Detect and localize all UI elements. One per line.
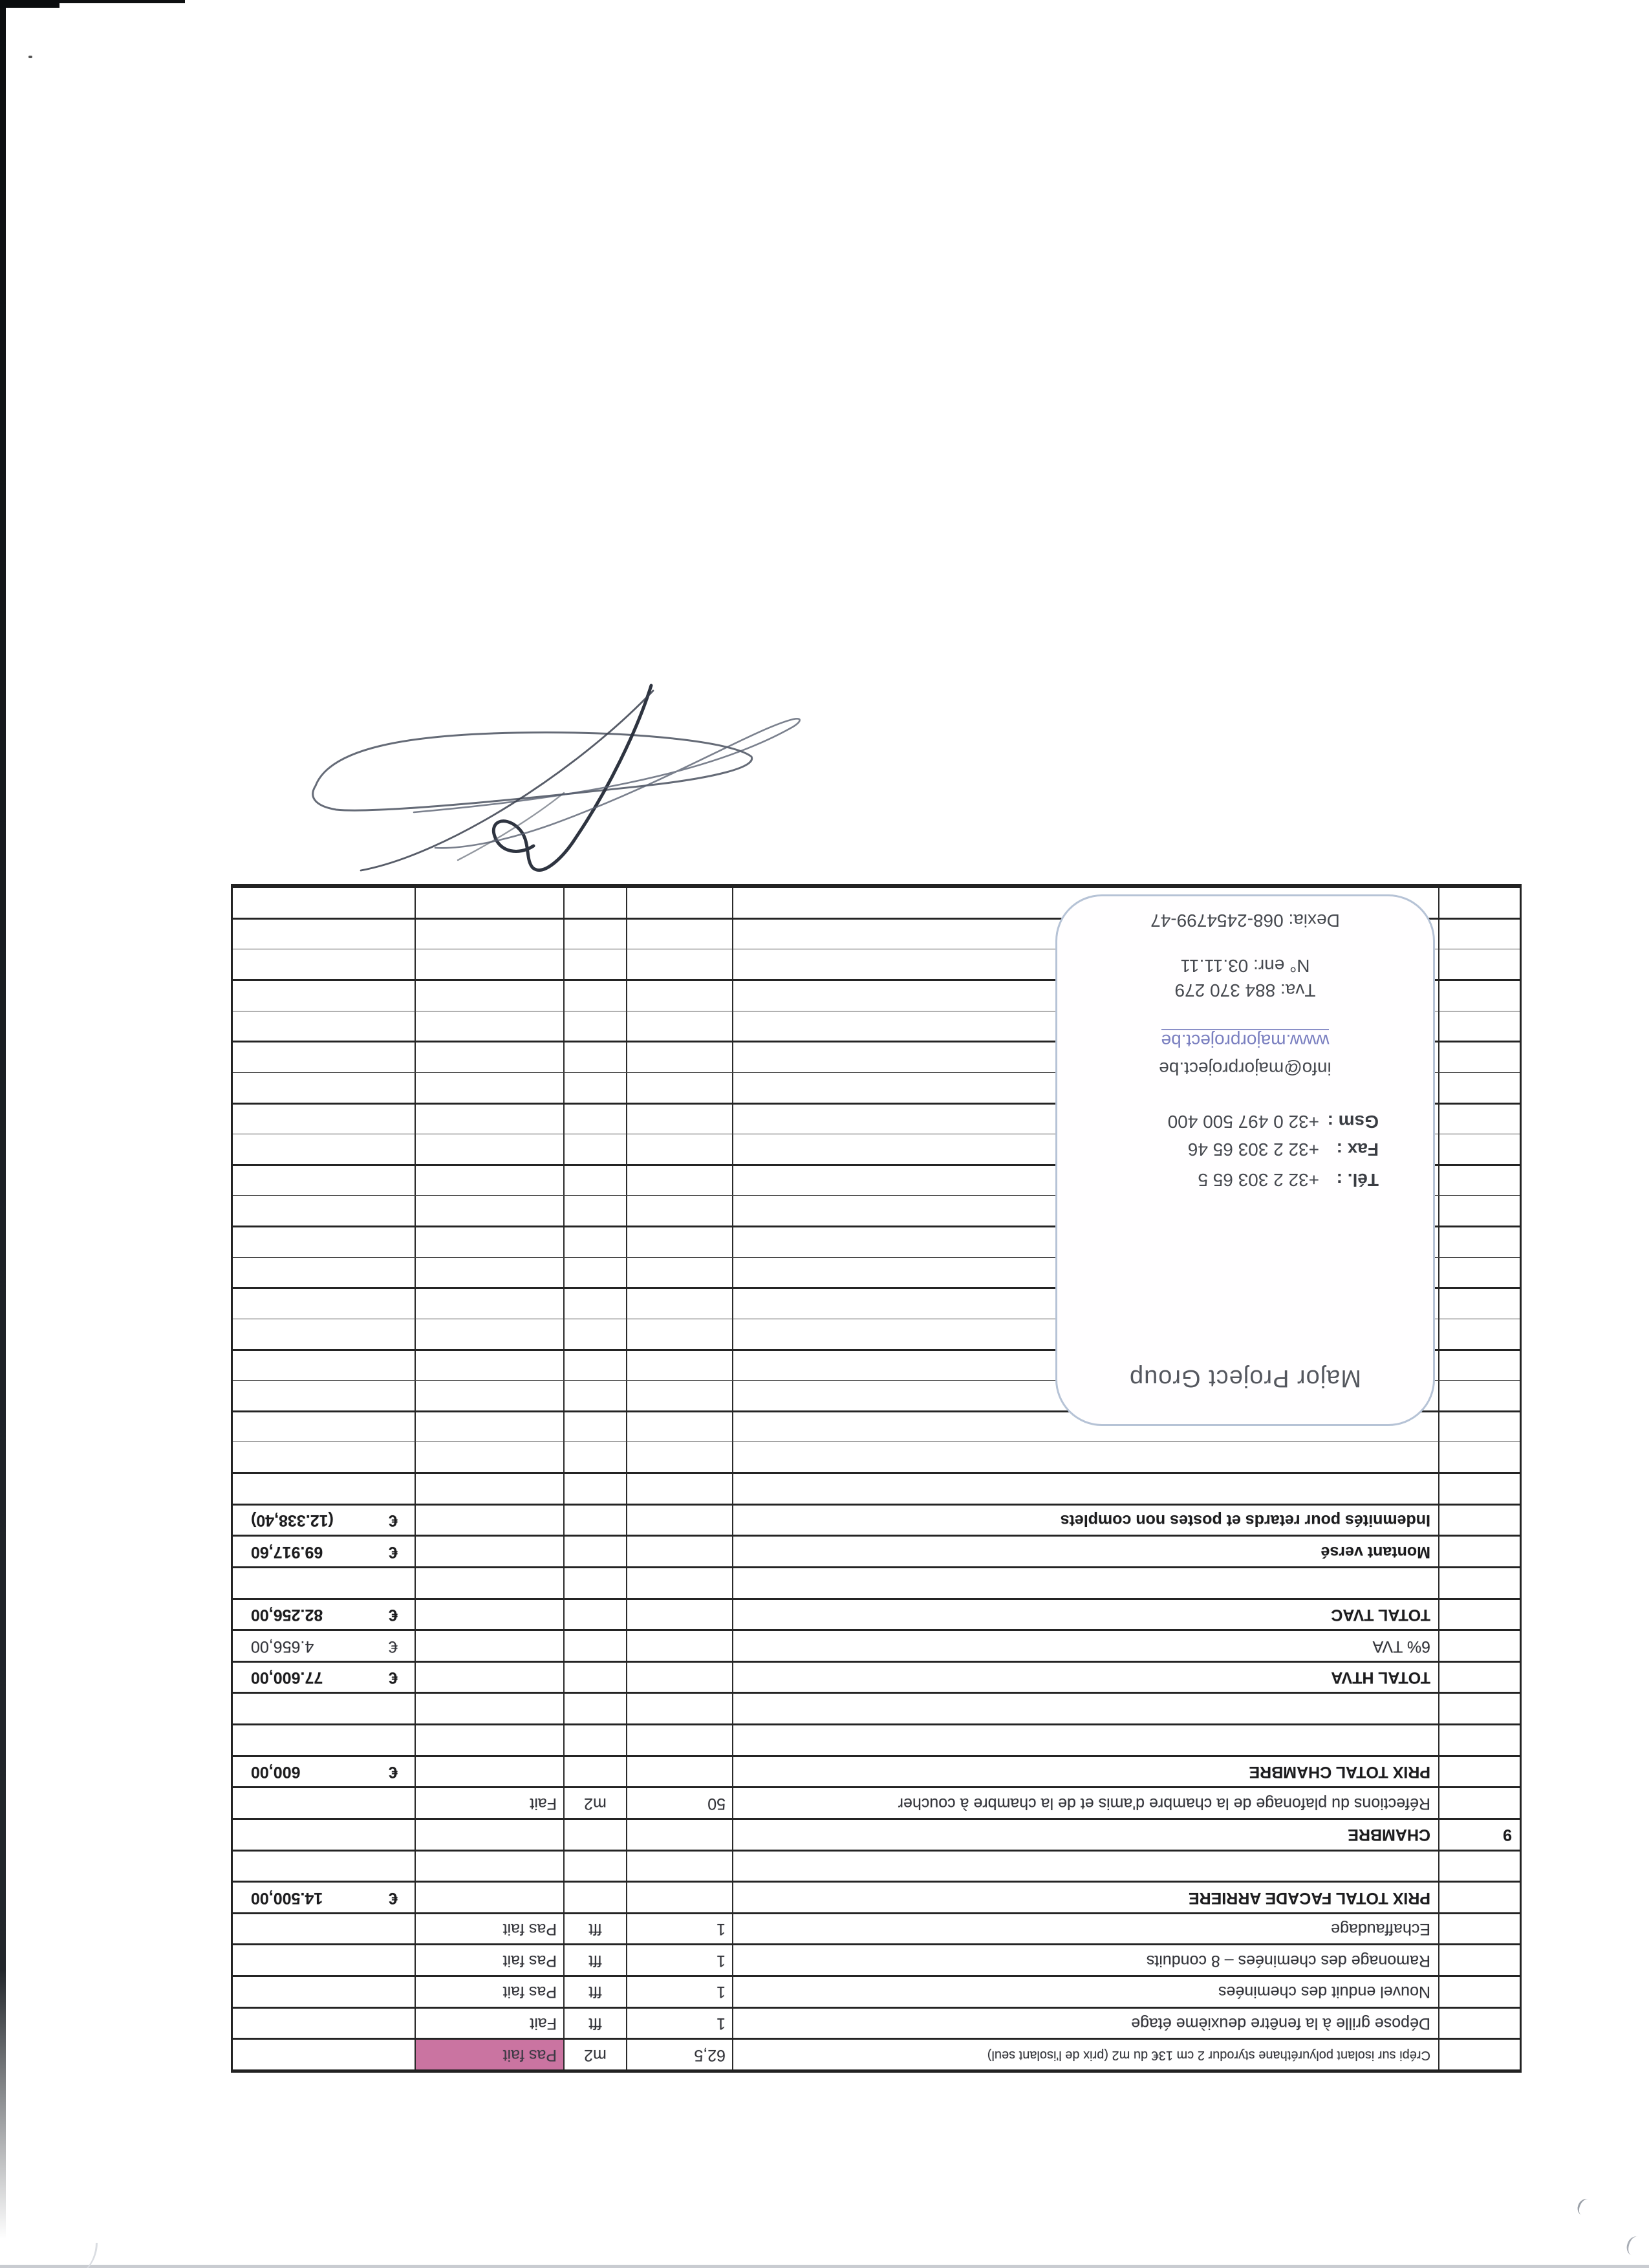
cell-unit (563, 1196, 626, 1226)
amount-value: (12.338,40) (251, 1511, 334, 1530)
cell-num (1438, 1196, 1520, 1226)
cell-num (1438, 920, 1520, 949)
cell-amount (233, 1537, 415, 1566)
cell-num (1438, 1474, 1520, 1504)
cell-amount (233, 950, 415, 980)
cell-status: Fait (415, 2009, 563, 2038)
cell-amount (233, 1011, 415, 1041)
cell-num (1438, 1663, 1520, 1692)
company-name: Major Project Group (1129, 1365, 1362, 1392)
cell-num (1438, 1725, 1520, 1755)
cell-num (1438, 1506, 1520, 1535)
table-row (233, 1598, 1520, 1630)
cell-unit (563, 888, 626, 918)
bank-line: Dexia: 068-2454799-47 (1150, 911, 1340, 931)
cell-status (415, 1412, 563, 1442)
cell-amount (233, 1166, 415, 1196)
cell-amount (233, 1474, 415, 1504)
cell-status (415, 1757, 563, 1787)
cell-num (1438, 1166, 1520, 1196)
scan-speck (28, 56, 32, 58)
cell-status (415, 1631, 563, 1661)
cell-desc: Crépi sur isolant polyuréthane styrodur 2 cm 13€ du m2 (prix de l'isolant seul) (732, 2040, 1438, 2069)
cell-num (1438, 1042, 1520, 1072)
signature-main-stroke (493, 686, 651, 870)
cell-unit: fft (563, 1946, 626, 1976)
cell-unit (563, 1663, 626, 1692)
gsm-value: +32 0 497 500 400 (1167, 1112, 1319, 1132)
gsm-label: Gsm : (1327, 1112, 1379, 1132)
cell-amount (233, 1134, 415, 1164)
table-row (233, 1692, 1520, 1724)
cell-num (1438, 1134, 1520, 1164)
fax-line (1188, 1139, 1379, 1160)
cell-unit: fft (563, 2009, 626, 2038)
cell-qty (626, 1042, 732, 1072)
table-row (233, 1881, 1520, 1912)
cell-amount (233, 1506, 415, 1535)
cell-desc (732, 1568, 1438, 1598)
cell-num (1438, 888, 1520, 918)
cell-amount (233, 1946, 415, 1976)
table-row (233, 1629, 1520, 1661)
cell-amount (233, 1289, 415, 1319)
cell-num (1438, 1289, 1520, 1319)
cell-unit (563, 1506, 626, 1535)
cell-desc: TOTAL HTVA (732, 1663, 1438, 1692)
table-row (233, 1818, 1520, 1850)
cell-amount (233, 1631, 415, 1661)
amount-value: 77.600,00 (251, 1669, 323, 1687)
cell-num (1438, 1381, 1520, 1410)
scan-edge-left (0, 0, 6, 2239)
cell-unit (563, 1289, 626, 1319)
cell-qty (626, 1011, 732, 1041)
cell-num (1438, 1319, 1520, 1349)
table-row (233, 1723, 1520, 1755)
cell-amount (233, 1725, 415, 1755)
cell-status: Fait (415, 1788, 563, 1818)
scan-edge-top-block (0, 0, 59, 8)
euro-sign: € (389, 1511, 398, 1530)
cell-amount (233, 1443, 415, 1473)
cell-unit (563, 1258, 626, 1288)
cell-status (415, 1600, 563, 1630)
cell-status (415, 1134, 563, 1164)
cell-unit: m2 (563, 1788, 626, 1818)
cell-qty (626, 1600, 732, 1630)
scan-edge-bottom (0, 2265, 1649, 2268)
cell-status (415, 1725, 563, 1755)
cell-desc: PRIX TOTAL FACADE ARRIERE (732, 1883, 1438, 1912)
website-line (1057, 1030, 1433, 1051)
cell-qty: 1 (626, 1914, 732, 1944)
cell-desc: Montant versé (732, 1537, 1438, 1566)
cell-qty: 1 (626, 2009, 732, 2038)
tel-label: Tél. : (1336, 1170, 1379, 1190)
fax-label: Fax : (1336, 1139, 1379, 1160)
cell-unit (563, 950, 626, 980)
cell-qty (626, 1725, 732, 1755)
cell-status (415, 1042, 563, 1072)
cell-unit (563, 1725, 626, 1755)
cell-amount (233, 1600, 415, 1630)
cell-qty (626, 1351, 732, 1381)
cell-qty (626, 1852, 732, 1881)
table-row (233, 1472, 1520, 1504)
cell-qty (626, 1196, 732, 1226)
cell-num (1438, 1757, 1520, 1787)
cell-qty: 1 (626, 1946, 732, 1976)
cell-status (415, 1196, 563, 1226)
cell-qty (626, 1568, 732, 1598)
cell-qty (626, 1506, 732, 1535)
cell-status (415, 1289, 563, 1319)
cell-desc: Dépose grille à la fenêtre deuxième étage (732, 2009, 1438, 2038)
cell-qty (626, 1474, 732, 1504)
cell-amount (233, 1820, 415, 1850)
email-line (1057, 1058, 1433, 1079)
cell-status (415, 1694, 563, 1724)
tel-value: +32 2 303 65 5 (1198, 1170, 1319, 1190)
table-row (233, 1442, 1520, 1473)
cell-amount (233, 1694, 415, 1724)
cell-amount (233, 2009, 415, 2038)
cell-amount (233, 1196, 415, 1226)
cell-num (1438, 1852, 1520, 1881)
cell-desc (732, 1852, 1438, 1881)
table-row (233, 1566, 1520, 1598)
cell-unit (563, 1412, 626, 1442)
table-row (233, 1975, 1520, 2007)
cell-status (415, 950, 563, 980)
cell-status (415, 1258, 563, 1288)
cell-unit (563, 1443, 626, 1473)
cell-unit (563, 1852, 626, 1881)
cell-num (1438, 1258, 1520, 1288)
cell-status (415, 1663, 563, 1692)
cell-desc: 6% TVA (732, 1631, 1438, 1661)
cell-unit (563, 1537, 626, 1566)
cell-desc: Indemnités pour retards et postes non complets (732, 1506, 1438, 1535)
euro-sign: € (389, 1542, 398, 1561)
cell-amount (233, 1568, 415, 1598)
cell-unit (563, 1227, 626, 1257)
table-row (233, 1661, 1520, 1692)
cell-unit (563, 1631, 626, 1661)
cell-status (415, 1883, 563, 1912)
company-stamp (1055, 894, 1435, 1426)
cell-status (415, 888, 563, 918)
cell-num (1438, 1914, 1520, 1944)
gsm-line (1168, 1111, 1379, 1132)
cell-unit (563, 1134, 626, 1164)
cell-qty (626, 981, 732, 1011)
cell-unit (563, 1474, 626, 1504)
cell-qty (626, 950, 732, 980)
table-row (233, 1535, 1520, 1566)
page-curl-shadow (38, 2243, 98, 2268)
cell-desc (732, 1725, 1438, 1755)
cell-qty (626, 1319, 732, 1349)
cell-num (1438, 1227, 1520, 1257)
cell-amount (233, 1381, 415, 1410)
cell-amount (233, 1977, 415, 2007)
cell-desc: CHAMBRE (732, 1820, 1438, 1850)
cell-unit (563, 1351, 626, 1381)
cell-amount (233, 1351, 415, 1381)
cell-status (415, 1351, 563, 1381)
cell-amount (233, 1788, 415, 1818)
cell-amount (233, 1883, 415, 1912)
cell-status (415, 1820, 563, 1850)
cell-num (1438, 1883, 1520, 1912)
cell-num (1438, 950, 1520, 980)
cell-qty (626, 1105, 732, 1134)
cell-num (1438, 1631, 1520, 1661)
cell-num (1438, 1073, 1520, 1103)
cell-num (1438, 1946, 1520, 1976)
cell-desc: Nouvel enduit des cheminées (732, 1977, 1438, 2007)
cell-amount (233, 2040, 415, 2069)
cell-num (1438, 1537, 1520, 1566)
cell-status (415, 1166, 563, 1196)
table-row (233, 1912, 1520, 1944)
cell-amount (233, 1105, 415, 1134)
cell-status (415, 1011, 563, 1041)
cell-status: Pas fait (415, 1946, 563, 1976)
cell-num (1438, 1105, 1520, 1134)
cell-desc: PRIX TOTAL CHAMBRE (732, 1757, 1438, 1787)
cell-status: Pas fait (415, 2040, 563, 2069)
cell-qty (626, 1073, 732, 1103)
cell-desc: Réfections du plafonage de la chambre d'amis et de la chambre à coucher (732, 1788, 1438, 1818)
cell-status (415, 920, 563, 949)
cell-num (1438, 1568, 1520, 1598)
cell-qty: 1 (626, 1977, 732, 2007)
table-row (233, 1850, 1520, 1881)
cell-qty (626, 888, 732, 918)
cell-amount (233, 920, 415, 949)
cell-unit (563, 1568, 626, 1598)
cell-num (1438, 1977, 1520, 2007)
cell-status (415, 981, 563, 1011)
cell-qty (626, 1381, 732, 1410)
cell-desc: TOTAL TVAC (732, 1600, 1438, 1630)
cell-unit (563, 1042, 626, 1072)
cell-num (1438, 1694, 1520, 1724)
fax-value: +32 2 303 65 46 (1187, 1139, 1319, 1160)
table-row (233, 2038, 1520, 2069)
cell-amount (233, 1227, 415, 1257)
cell-status (415, 1568, 563, 1598)
cell-num (1438, 981, 1520, 1011)
cell-unit (563, 1694, 626, 1724)
cell-status (415, 1319, 563, 1349)
cell-num (1438, 1443, 1520, 1473)
table-row (233, 1504, 1520, 1535)
cell-unit (563, 1757, 626, 1787)
cell-qty (626, 1166, 732, 1196)
cell-unit (563, 1011, 626, 1041)
cell-qty: 50 (626, 1788, 732, 1818)
cell-amount (233, 1412, 415, 1442)
cell-amount (233, 1319, 415, 1349)
cell-num (1438, 1011, 1520, 1041)
amount-value: 69.917,60 (251, 1542, 323, 1561)
cell-qty (626, 1227, 732, 1257)
cell-unit (563, 1381, 626, 1410)
table-row (233, 1786, 1520, 1818)
cell-status: Pas fait (415, 1977, 563, 2007)
tel-line (1198, 1169, 1379, 1190)
cell-unit: fft (563, 1914, 626, 1944)
cell-qty (626, 1412, 732, 1442)
cell-status (415, 1443, 563, 1473)
cell-status (415, 1073, 563, 1103)
cell-unit: m2 (563, 2040, 626, 2069)
cell-amount (233, 1663, 415, 1692)
cell-num (1438, 1600, 1520, 1630)
euro-sign: € (389, 1763, 398, 1782)
cell-amount (233, 1914, 415, 1944)
euro-sign: € (389, 1637, 398, 1656)
cell-num: 9 (1438, 1820, 1520, 1850)
euro-sign: € (389, 1888, 398, 1907)
cell-qty (626, 1757, 732, 1787)
cell-unit (563, 1105, 626, 1134)
cell-num (1438, 1412, 1520, 1442)
cell-status (415, 1105, 563, 1134)
cell-qty (626, 1134, 732, 1164)
cell-num (1438, 1351, 1520, 1381)
cell-amount (233, 888, 415, 918)
table-row (233, 2007, 1520, 2038)
cell-unit (563, 1820, 626, 1850)
cell-unit (563, 981, 626, 1011)
cell-status (415, 1474, 563, 1504)
cell-num (1438, 1788, 1520, 1818)
cell-status (415, 1227, 563, 1257)
cell-status (415, 1506, 563, 1535)
cell-amount (233, 1852, 415, 1881)
cell-qty (626, 920, 732, 949)
cell-amount (233, 1042, 415, 1072)
cell-num (1438, 2040, 1520, 2069)
cell-unit (563, 1319, 626, 1349)
email-text: info@majorproject.be (1159, 1059, 1331, 1079)
cell-qty (626, 1663, 732, 1692)
cell-qty (626, 1289, 732, 1319)
table-row (233, 1944, 1520, 1976)
cell-amount (233, 1073, 415, 1103)
cell-unit (563, 1073, 626, 1103)
cell-unit (563, 1883, 626, 1912)
cell-desc (732, 1694, 1438, 1724)
cell-qty (626, 1258, 732, 1288)
cell-qty (626, 1443, 732, 1473)
cell-num (1438, 2009, 1520, 2038)
enr-line: N° enr: 03.11.11 (1180, 956, 1310, 976)
cell-qty (626, 1820, 732, 1850)
cell-qty: 62,5 (626, 2040, 732, 2069)
cell-unit (563, 920, 626, 949)
cell-unit: fft (563, 1977, 626, 2007)
cell-status (415, 1852, 563, 1881)
euro-sign: € (389, 1669, 398, 1687)
cell-status (415, 1537, 563, 1566)
website-link: www.majorproject.be (1161, 1029, 1330, 1051)
amount-value: 4.656,00 (251, 1637, 314, 1656)
cell-qty (626, 1694, 732, 1724)
cell-unit (563, 1166, 626, 1196)
amount-value: 14.500,00 (251, 1888, 323, 1907)
cell-desc: Ramonage des cheminées – 8 conduits (732, 1946, 1438, 1976)
euro-sign: € (389, 1605, 398, 1624)
cell-status: Pas fait (415, 1914, 563, 1944)
cell-amount (233, 1757, 415, 1787)
cell-desc (732, 1474, 1438, 1504)
cell-unit (563, 1600, 626, 1630)
cell-qty (626, 1631, 732, 1661)
cell-qty (626, 1883, 732, 1912)
cell-amount (233, 981, 415, 1011)
cell-desc: Echaffaudage (732, 1914, 1438, 1944)
amount-value: 600,00 (251, 1763, 301, 1782)
cell-amount (233, 1258, 415, 1288)
cell-status (415, 1381, 563, 1410)
signature-scrawl (304, 666, 815, 880)
table-row (233, 1755, 1520, 1787)
cell-desc (732, 1443, 1438, 1473)
amount-value: 82.256,00 (251, 1605, 323, 1624)
cell-qty (626, 1537, 732, 1566)
vat-line: Tva: 884 370 279 (1174, 980, 1316, 1000)
